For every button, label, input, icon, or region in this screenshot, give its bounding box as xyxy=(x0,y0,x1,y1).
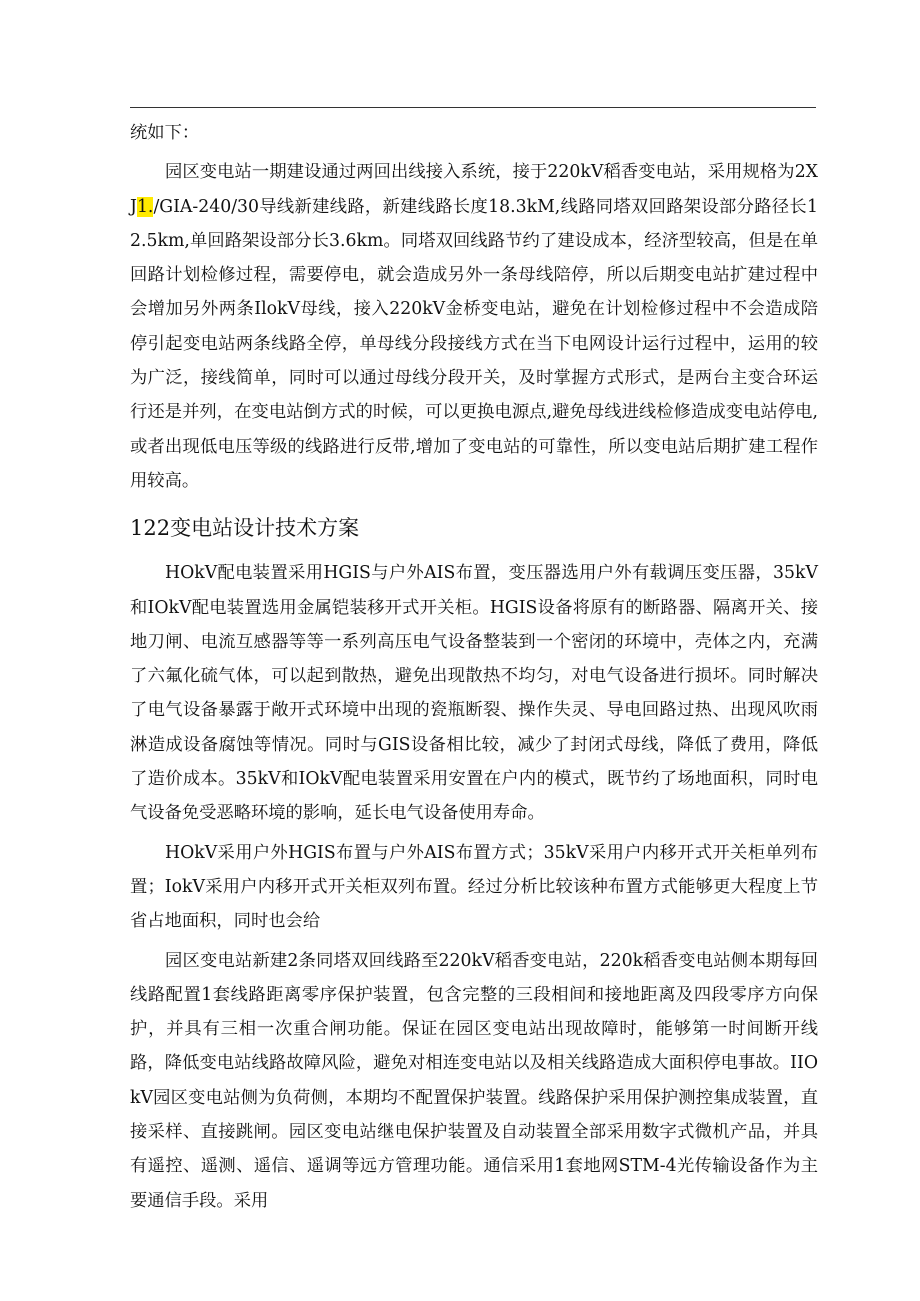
paragraph-1 xyxy=(130,155,818,498)
document-body xyxy=(130,116,818,1218)
section-heading: 122变电站设计技术方案 xyxy=(130,516,360,541)
paragraph-2: HOkV配电装置采用HGIS与户外AIS布置，变压器选用户外有载调压变压器，35kV和IOkV配电装置选用金属铠装移开式开关柜。HGIS设备将原有的断路器、隔离开关、接地刀闸、电流互感器等等一系列高压电气设备整装到一个密闭的环境中，壳体之内，充满了六氟化硫气体，可以起到散热，避免出现散热不均匀，对电气设备进行损坏。同时解决了电气设备暴露于敞开式环境中出现的瓷瓶断裂、操作失灵、导电回路过热、出现风吹雨淋造成设备腐蚀等情况。同时与GIS设备相比较，减少了封闭式母线，降低了费用，降低了造价成本。35kV和IOkV配电装置采用安置在户内的模式，既节约了场地面积，同时电气设备免受恶略环境的影响，延长电气设备使用寿命。 xyxy=(130,563,818,824)
header-rule xyxy=(130,107,816,108)
continuation-line: 统如下： xyxy=(130,123,200,143)
paragraph-1-part-a: 园区变电站一期建设通过两回出线接入系统，接于220kV稻香变电站，采用规格为2XJ xyxy=(130,162,818,217)
paragraph-4: 园区变电站新建2条同塔双回线路至220kV稻香变电站，220k稻香变电站侧本期每回线路配置1套线路距离零序保护装置，包含完整的三段相间和接地距离及四段零序方向保护，并具有三相一次重合闸功能。保证在园区变电站出现故障时，能够第一时间断开线路，降低变电站线路故障风险，避免对相连变电站以及相关线路造成大面积停电事故。IIOkV园区变电站侧为负荷侧，本期均不配置保护装置。线路保护采用保护测控集成装置，直接采样、直接跳闸。园区变电站继电保护装置及自动装置全部采用数字式微机产品，并具有遥控、遥测、遥信、遥调等远方管理功能。通信采用1套地网STM-4光传输设备作为主要通信手段。采用 xyxy=(130,950,818,1211)
paragraph-3: HOkV采用户外HGIS布置与户外AIS布置方式；35kV采用户内移开式开关柜单列布置；IokV采用户内移开式开关柜双列布置。经过分析比较该种布置方式能够更大程度上节省占地面积，同时也会给 xyxy=(130,842,818,932)
highlighted-text: 1. xyxy=(136,196,154,217)
paragraph-1-part-b: /GIA-240/30导线新建线路，新建线路长度18.3kM,线路同塔双回路架设部分路径长12.5km,单回路架设部分长3.6km。同塔双回线路节约了建设成本，经济型较高，但是在单回路计划检修过程，需要停电，就会造成另外一条母线陪停，所以后期变电站扩建过程中会增加另外两条IlokV母线，接入220kV金桥变电站，避免在计划检修过程中不会造成陪停引起变电站两条线路全停，单母线分段接线方式在当下电网设计运行过程中，运用的较为广泛，接线简单，同时可以通过母线分段开关，及时掌握方式形式，是两台主变合环运行还是并列，在变电站倒方式的时候，可以更换电源点,避免母线进线检修造成变电站停电,或者出现低电压等级的线路进行反带,增加了变电站的可靠性，所以变电站后期扩建工程作用较高。 xyxy=(130,196,818,491)
